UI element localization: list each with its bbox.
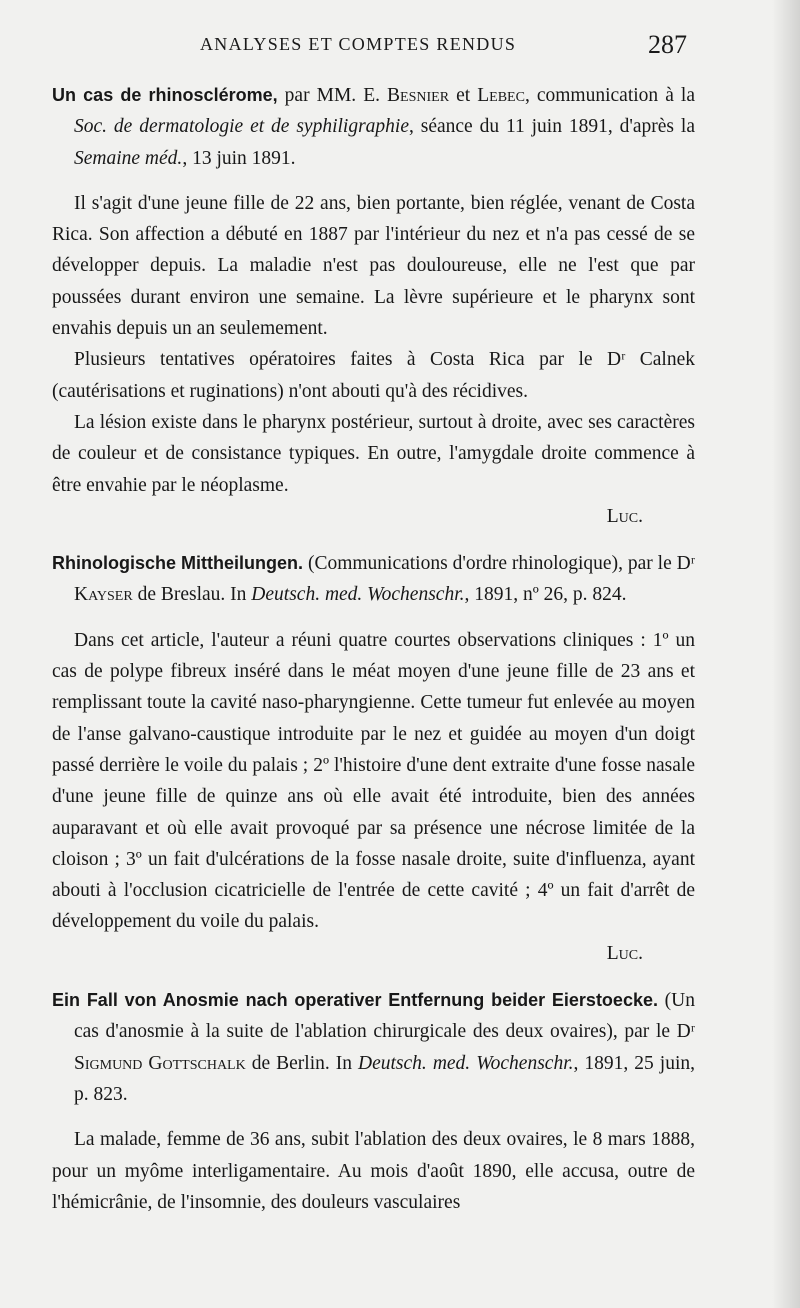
article-2-paragraph: Dans cet article, l'auteur a réuni quatre courtes observations cliniques : 1º un cas de polype fibreux inséré dans le méat moyen d'une jeune fille de 23 ans et remplissant toute la cavité naso-pharyngienne. Cette tumeur fut enlevée au moyen de l'anse galvano-caustique introduite par le nez et guidée au moyen d'un doigt passé derrière le voile du palais ; 2º l'histoire d'une dent extraite d'une fosse nasale d'une jeune fille de quinze ans où elle avait été introduite, bien des années auparavant et où elle avait provoqué par sa présence une nécrose limitée de la cloison ; 3º un fait d'ulcérations de la fosse nasale droite, suite d'influenza, ayant abouti à l'occlusion cicatricielle de l'entrée de cette cavité ; 4º un fait d'arrêt de développement du voile du palais. [52, 629, 695, 933]
article-1-and: et [449, 85, 478, 106]
running-head [0, 30, 800, 64]
article-2-by: par le Dʳ [622, 553, 695, 575]
page-number: 287 [648, 30, 687, 59]
page-edge-shadow [772, 0, 800, 1308]
article-1-by: par MM. E. [277, 85, 388, 106]
article-3-place: de Berlin. In [245, 1052, 359, 1074]
article-1-communication: , communication à la [524, 85, 695, 106]
article-1-paragraph-2: Plusieurs tentatives opératoires faites à Costa Rica par le Dʳ Calnek (cautérisations et ruginations) n'ont abouti qu'à des récidives. [52, 349, 695, 402]
article-3-paragraph: La malade, femme de 36 ans, subit l'ablation des deux ovaires, le 8 mars 1888, pour un myôme interligamentaire. Au mois d'août 1890, elle accusa, outre de l'hémicrânie, de l'insomnie, des douleurs vasculaires [52, 1129, 695, 1213]
article-2-signature: Luc. [606, 942, 643, 964]
article-1-header-end: , 13 juin 1891. [182, 147, 296, 169]
article-3-header [52, 985, 695, 1110]
article-2-subtitle: (Communications d'ordre rhinologique), [303, 553, 623, 575]
article-2-title: Rhinologische Mittheilungen. [52, 553, 304, 574]
article-2-place: de Breslau. In [132, 584, 252, 606]
article-2-header [52, 548, 695, 611]
article-1-author-2: Lebec [477, 85, 525, 106]
article-1-author-1: Besnier [387, 85, 450, 106]
article-3-title: Ein Fall von Anosmie nach operativer Entfernung beider Eierstoecke. [52, 990, 658, 1011]
body-text [52, 80, 695, 1218]
running-title: ANALYSES ET COMPTES RENDUS [200, 34, 517, 54]
article-3-header-end: , 1891, 25 juin, p. 823. [74, 1052, 695, 1105]
article-3-by: par le Dʳ [617, 1021, 695, 1043]
article-3-author: Sigmund Gottschalk [74, 1052, 246, 1074]
article-1-date: , séance du 11 juin 1891, d'après la [408, 116, 695, 138]
article-1-source: Semaine méd. [74, 147, 183, 169]
article-1-signature: Luc. [606, 505, 643, 527]
article-3-journal: Deutsch. med. Wochenschr. [358, 1052, 574, 1074]
article-1-title: Un cas de rhinosclérome, [52, 85, 278, 105]
article-2-author: Kayser [74, 584, 133, 606]
article-2-header-end: , 1891, nº 26, p. 824. [464, 584, 627, 606]
article-2-journal: Deutsch. med. Wochenschr. [251, 584, 465, 606]
article-1-journal: Soc. de dermatologie et de syphiligraphie [74, 116, 409, 138]
article-1-paragraph-1: Il s'agit d'une jeune fille de 22 ans, bien portante, bien réglée, venant de Costa Rica. Son affection a débuté en 1887 par l'intérieur du nez et n'a pas cessé de se développer depuis. La maladie n'est pas douloureuse, elle ne l'est que par poussées durant environ une semaine. La lèvre supérieure et le pharynx sont envahis depuis un an seulemement. [52, 192, 695, 340]
article-1-paragraph-3: La lésion existe dans le pharynx postérieur, surtout à droite, avec ses caractères de couleur et de consistance typiques. En outre, l'amygdale droite commence à être envahie par le néoplasme. [52, 411, 695, 496]
article-1-header [52, 80, 695, 174]
article-3-subtitle: (Un cas d'anosmie à la suite de l'ablation chirurgicale des deux ovaires), [74, 990, 695, 1043]
